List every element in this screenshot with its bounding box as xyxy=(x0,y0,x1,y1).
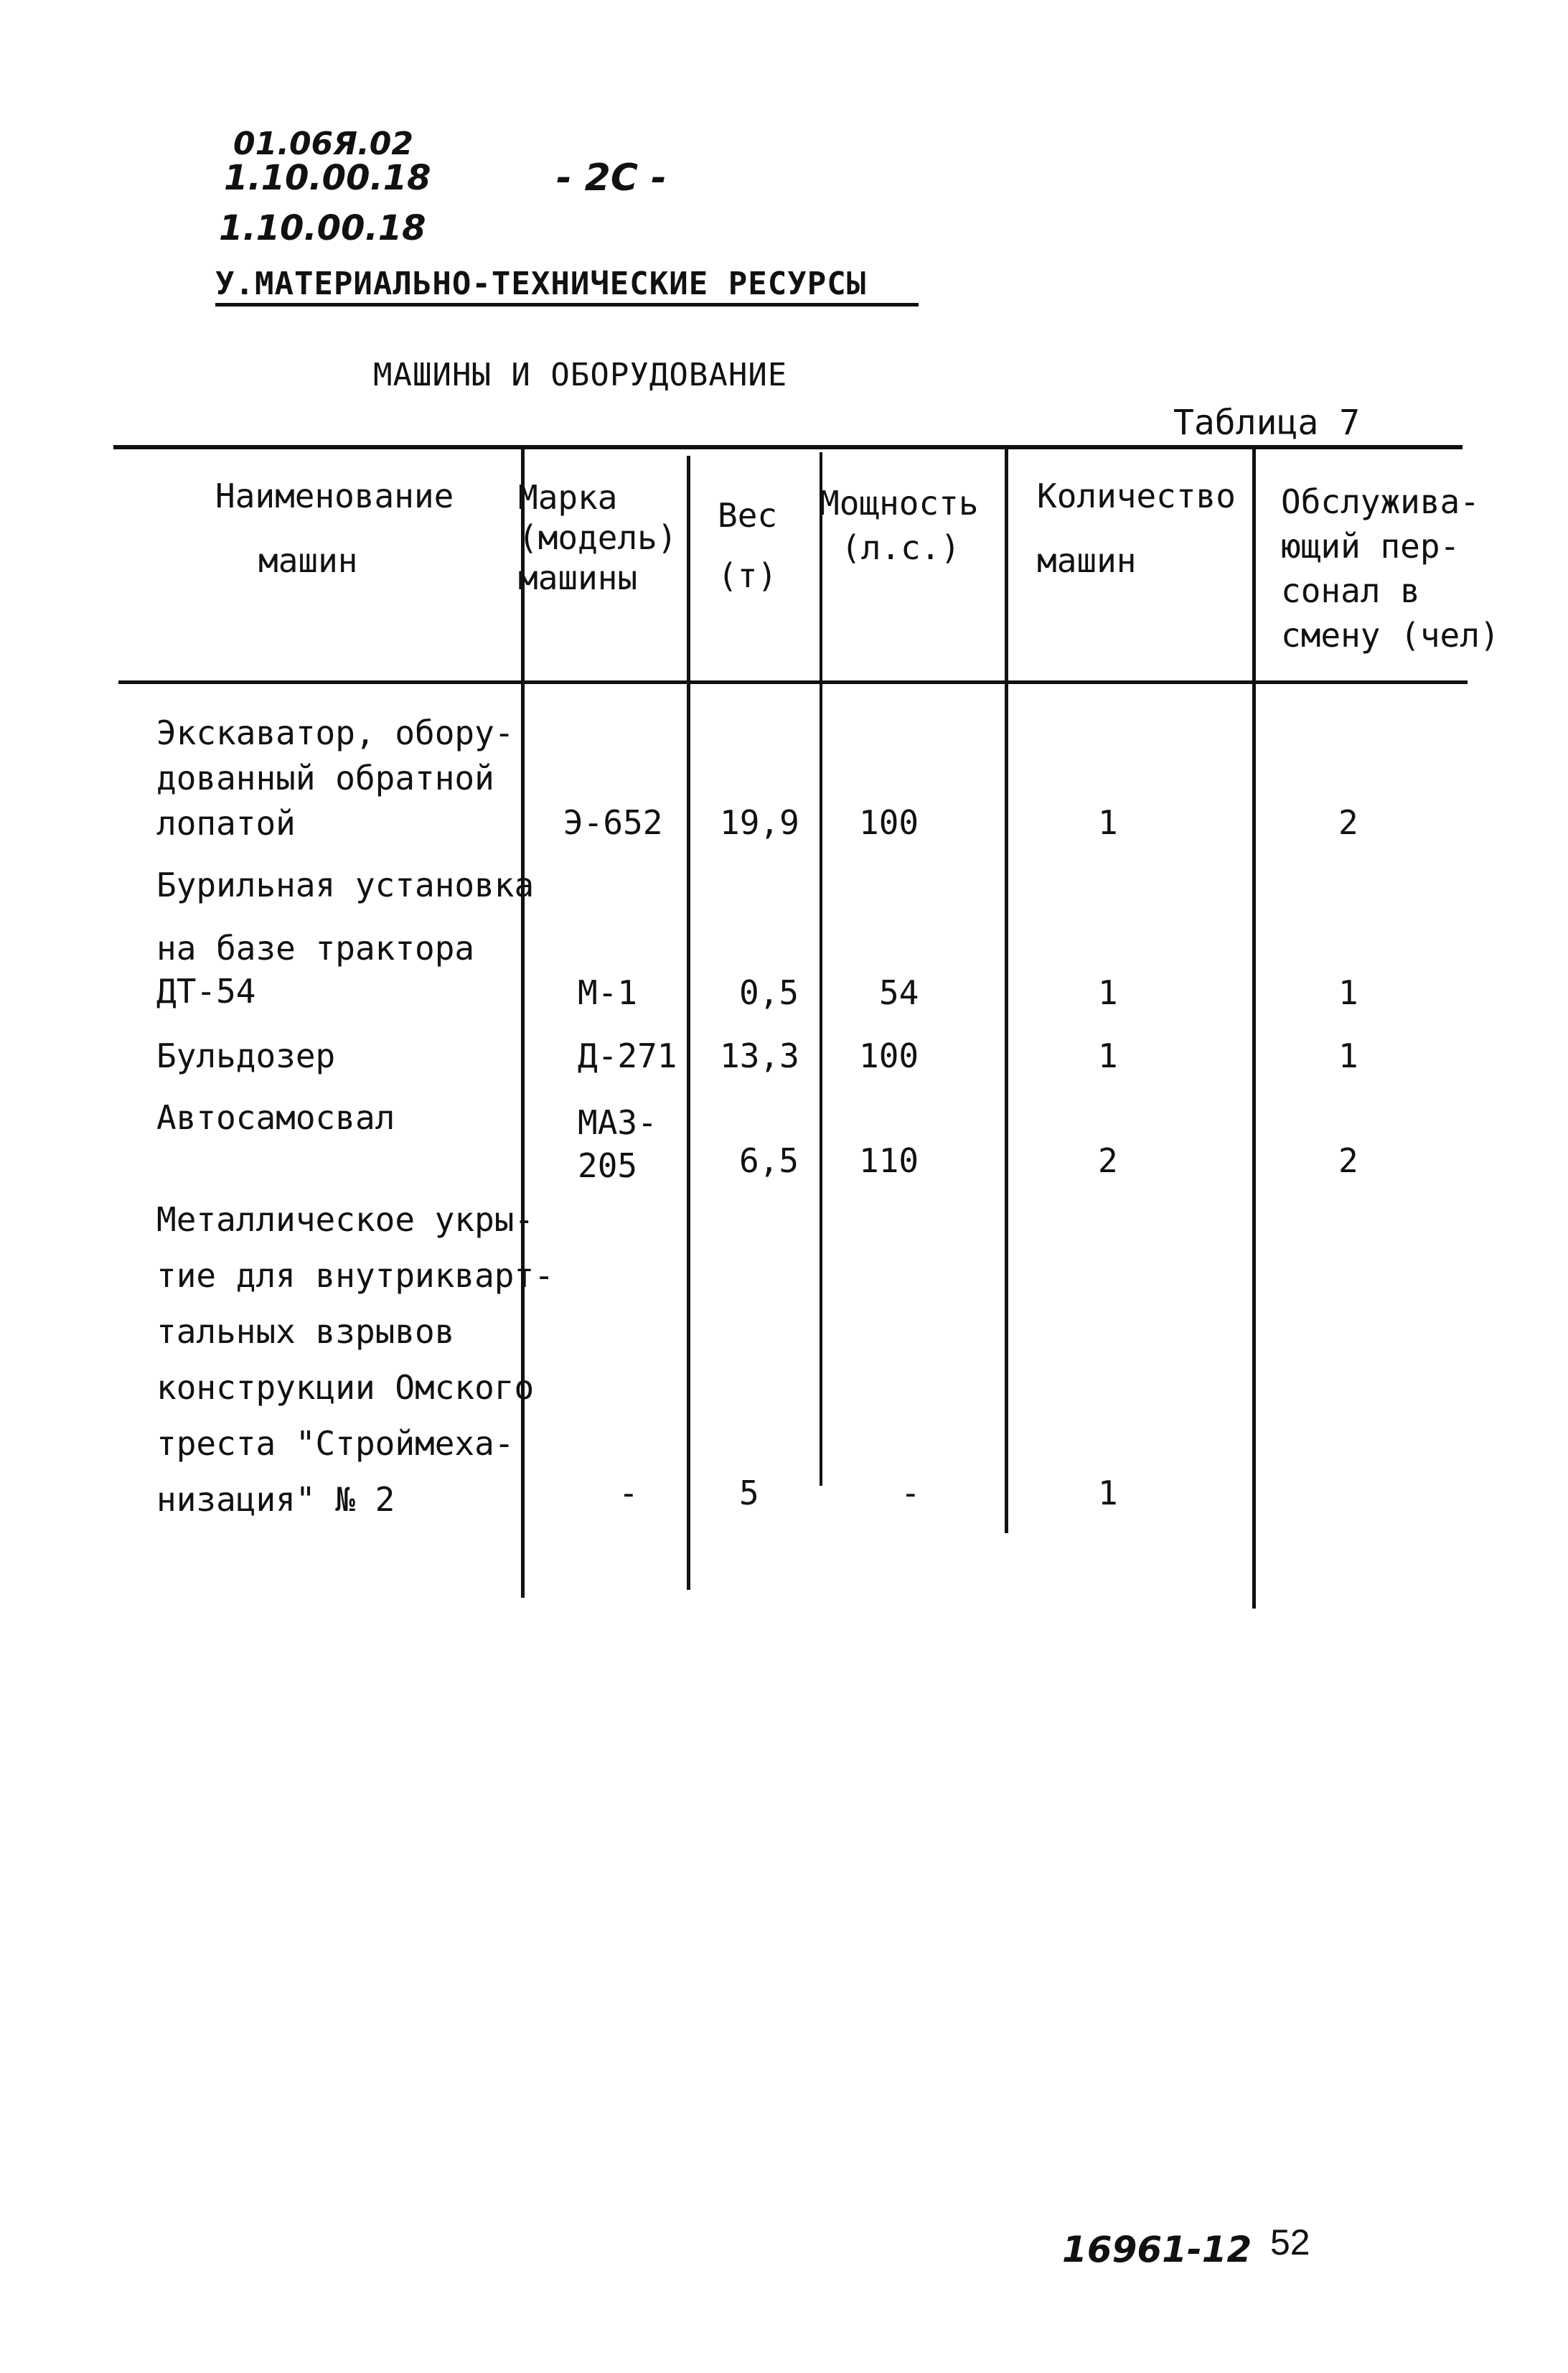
row-name-line: конструкции Омского xyxy=(156,1368,535,1407)
row-name-line: Металлическое укры- xyxy=(156,1200,535,1239)
row-name-line: низация" № 2 xyxy=(156,1480,395,1519)
row-model: Э-652 xyxy=(563,803,663,842)
row-staff: 2 xyxy=(1338,1141,1358,1180)
row-name-line: Бурильная установка xyxy=(156,866,535,904)
row-model xyxy=(578,1101,657,1187)
col-header-name xyxy=(215,477,454,580)
col-header-weight-line: Вес xyxy=(718,496,778,535)
row-power: 100 xyxy=(859,803,919,842)
col-header-staff-line: смену (чел) xyxy=(1281,616,1500,655)
subtitle: МАШИНЫ И ОБОРУДОВАНИЕ xyxy=(373,357,788,393)
col-header-model-line: Марка xyxy=(518,478,618,517)
col-header-power xyxy=(820,481,979,570)
row-name-line: Экскаватор, обору- xyxy=(156,713,515,752)
col-header-weight xyxy=(718,496,778,595)
col-divider-2 xyxy=(687,456,690,1590)
row-name-line: треста "Строймеха- xyxy=(156,1424,515,1463)
row-count: 1 xyxy=(1098,973,1118,1012)
table-row-name xyxy=(156,1036,336,1075)
col-header-name-line: Наименование xyxy=(215,477,454,515)
col-header-name-line: машин xyxy=(258,541,358,580)
section-title: У.МАТЕРИАЛЬНО-ТЕХНИЧЕСКИЕ РЕСУРСЫ xyxy=(215,266,867,302)
doc-code-1: 01.06Я.02 xyxy=(233,126,414,162)
col-divider-5 xyxy=(1252,449,1256,1609)
col-header-model-line: (модель) xyxy=(518,518,677,557)
row-weight: 0,5 xyxy=(739,973,799,1012)
row-name-line: Автосамосвал xyxy=(156,1098,395,1137)
row-model-line: МАЗ- xyxy=(578,1103,657,1142)
sheet-number: 52 xyxy=(1270,2222,1310,2262)
table-top-rule xyxy=(113,445,1463,449)
row-count: 1 xyxy=(1098,803,1118,842)
row-count: 1 xyxy=(1098,1036,1118,1075)
col-header-staff-line: сонал в xyxy=(1281,571,1420,610)
row-weight: 6,5 xyxy=(739,1141,799,1180)
row-name-line: на базе трактора xyxy=(156,929,475,968)
table-row-name xyxy=(156,1098,395,1137)
col-header-count xyxy=(1037,477,1236,580)
row-staff: 2 xyxy=(1338,803,1358,842)
table-row-name xyxy=(156,866,535,1011)
row-name-line: Бульдозер xyxy=(156,1036,336,1075)
row-weight: 19,9 xyxy=(720,803,799,842)
row-weight: 13,3 xyxy=(720,1036,799,1075)
row-count: 2 xyxy=(1098,1141,1118,1180)
row-power: 54 xyxy=(879,973,919,1012)
row-model: М-1 xyxy=(578,973,638,1012)
col-divider-4 xyxy=(1005,449,1008,1533)
table-row-name xyxy=(156,1192,554,1527)
col-header-model xyxy=(518,477,677,598)
row-power: 100 xyxy=(859,1036,919,1075)
row-model: - xyxy=(619,1474,639,1512)
col-divider-3 xyxy=(820,452,822,1486)
row-name-line: лопатой xyxy=(156,804,296,843)
table-header-rule xyxy=(118,680,1468,684)
row-name-line: дованный обратной xyxy=(156,759,494,797)
table-row-name xyxy=(156,711,515,846)
doc-code-2: 1.10.00.18 xyxy=(224,158,431,198)
row-model: Д-271 xyxy=(578,1036,677,1075)
row-staff: 1 xyxy=(1338,1036,1358,1075)
section-title-underline xyxy=(215,303,919,306)
col-header-staff xyxy=(1281,479,1500,657)
row-name-line: ДТ-54 xyxy=(156,972,256,1011)
row-count: 1 xyxy=(1098,1474,1118,1512)
col-header-staff-line: Обслужива- xyxy=(1281,482,1480,521)
row-power: 110 xyxy=(859,1141,919,1180)
page-number: - 2С - xyxy=(556,156,667,200)
row-model-line: 205 xyxy=(578,1146,638,1185)
row-staff: 1 xyxy=(1338,973,1358,1012)
row-power: - xyxy=(901,1474,921,1512)
table-label: Таблица 7 xyxy=(1173,403,1361,443)
col-header-power-line: Мощность xyxy=(820,484,979,523)
row-name-line: тие для внутрикварт- xyxy=(156,1256,554,1295)
col-header-weight-line: (т) xyxy=(718,556,778,595)
col-header-power-line: (л.с.) xyxy=(841,528,961,567)
col-header-count-line: машин xyxy=(1037,541,1137,580)
archive-stamp: 16961-12 xyxy=(1062,2229,1252,2270)
col-header-model-line: машины xyxy=(518,558,638,597)
col-header-count-line: Количество xyxy=(1037,477,1236,515)
doc-code-3: 1.10.00.18 xyxy=(219,208,426,248)
col-header-staff-line: ющий пер- xyxy=(1281,527,1460,566)
row-name-line: тальных взрывов xyxy=(156,1312,455,1351)
row-weight: 5 xyxy=(739,1474,759,1512)
